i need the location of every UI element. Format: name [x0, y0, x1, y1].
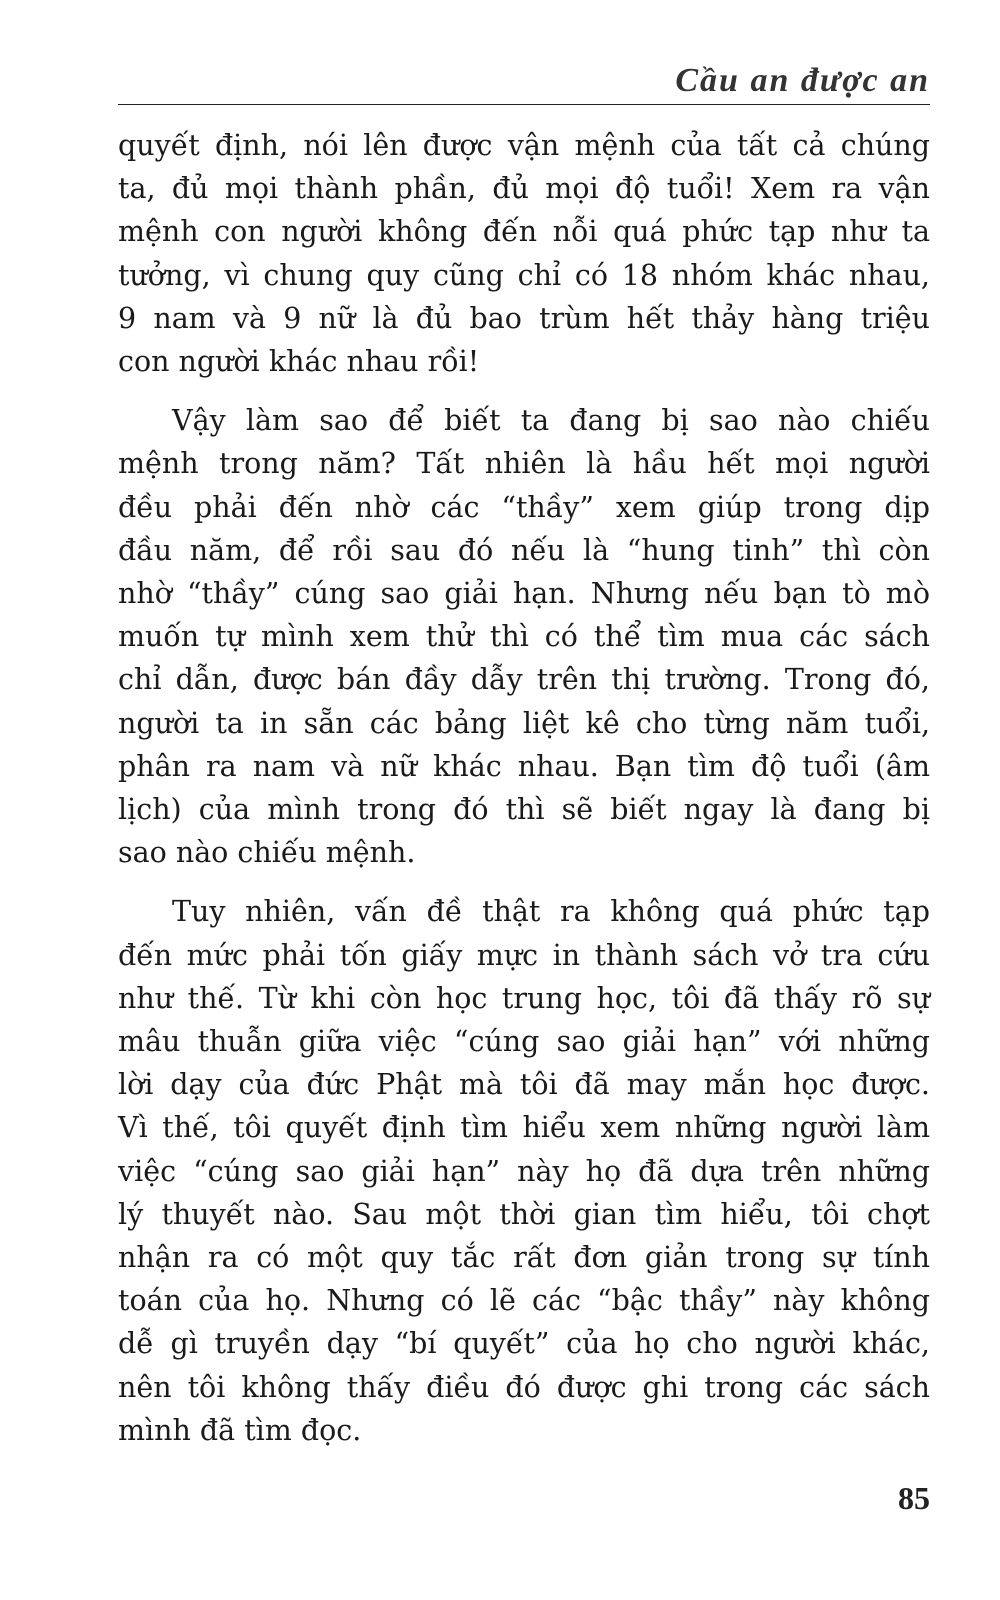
text-line: nhờ “thầy” cúng sao giải hạn. Nhưng nếu bạn tò mò — [118, 577, 930, 611]
paragraph-1 — [118, 124, 930, 383]
text-line: lời dạy của đức Phật mà tôi đã may mắn học được. — [118, 1068, 930, 1102]
text-line: lịch) của mình trong đó thì sẽ biết ngay là đang bị — [118, 793, 930, 827]
text-line: đều phải đến nhờ các “thầy” xem giúp trong dịp — [118, 490, 930, 524]
text-line: toán của họ. Nhưng có lẽ các “bậc thầy” này không — [118, 1284, 930, 1318]
paragraph-2 — [118, 399, 930, 874]
text-line: nên tôi không thấy điều đó được ghi trong các sách — [118, 1370, 930, 1404]
text-line: đầu năm, để rồi sau đó nếu là “hung tinh” thì còn — [118, 533, 930, 567]
text-line: như thế. Từ khi còn học trung học, tôi đã thấy rõ sự — [118, 981, 930, 1015]
text-line: dễ gì truyền dạy “bí quyết” của họ cho người khác, — [118, 1327, 930, 1361]
text-line: chỉ dẫn, được bán đầy dẫy trên thị trường. Trong đó, — [118, 663, 930, 697]
text-line: phân ra nam và nữ khác nhau. Bạn tìm độ tuổi (âm — [118, 749, 930, 783]
text-line: 9 nam và 9 nữ là đủ bao trùm hết thảy hàng triệu — [118, 301, 930, 335]
text-line: việc “cúng sao giải hạn” này họ đã dựa trên những — [118, 1154, 930, 1188]
text-line: Tuy nhiên, vấn đề thật ra không quá phức tạp — [172, 895, 930, 929]
text-line: sao nào chiếu mệnh. — [118, 836, 416, 870]
text-line: người ta in sẵn các bảng liệt kê cho từng năm tuổi, — [118, 706, 930, 740]
text-line: con người khác nhau rồi! — [118, 345, 480, 379]
page-number: 85 — [898, 1480, 930, 1516]
text-line: tưởng, vì chung quy cũng chỉ có 18 nhóm khác nhau, — [118, 258, 930, 292]
text-line: Vậy làm sao để biết ta đang bị sao nào chiếu — [172, 404, 930, 438]
running-title: Cầu an được an — [675, 62, 930, 99]
text-line: quyết định, nói lên được vận mệnh của tất cả chúng — [118, 129, 930, 162]
paragraph-3 — [118, 890, 930, 1452]
text-line: mình đã tìm đọc. — [118, 1413, 362, 1447]
text-line: mâu thuẫn giữa việc “cúng sao giải hạn” với những — [118, 1025, 930, 1059]
text-line: lý thuyết nào. Sau một thời gian tìm hiểu, tôi chợt — [118, 1197, 930, 1231]
text-line: mệnh trong năm? Tất nhiên là hầu hết mọi người — [118, 447, 930, 481]
text-line: Vì thế, tôi quyết định tìm hiểu xem những người làm — [118, 1111, 930, 1145]
running-header — [118, 58, 930, 105]
text-line: ta, đủ mọi thành phần, đủ mọi độ tuổi! Xem ra vận — [118, 172, 930, 206]
text-line: đến mức phải tốn giấy mực in thành sách vở tra cứu — [118, 938, 930, 972]
body-text — [118, 124, 930, 1452]
text-line: nhận ra có một quy tắc rất đơn giản trong sự tính — [118, 1241, 930, 1275]
text-line: mệnh con người không đến nỗi quá phức tạp như ta — [118, 215, 930, 249]
text-line: muốn tự mình xem thử thì có thể tìm mua các sách — [118, 620, 930, 654]
